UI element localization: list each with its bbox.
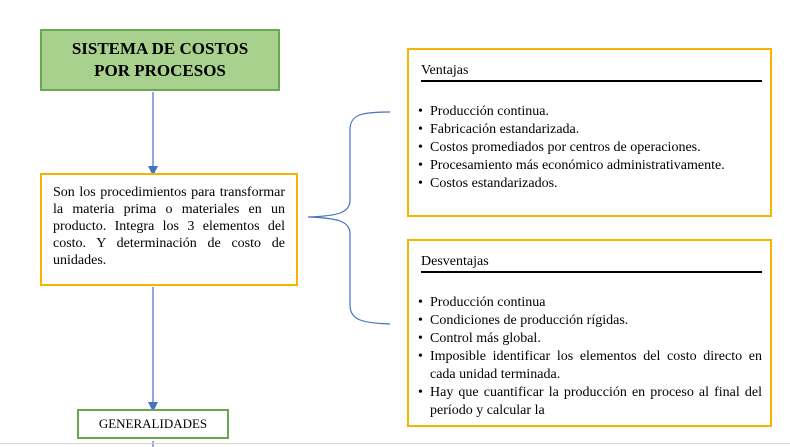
list-item xyxy=(418,294,762,312)
list-item-text: Procesamiento más económico administrativamente. xyxy=(430,158,725,173)
list-item-text: Condiciones de producción rígidas. xyxy=(430,313,629,328)
list-item xyxy=(418,384,762,420)
generalidades-box xyxy=(77,409,229,439)
list-item-text: Costos estandarizados. xyxy=(430,176,558,191)
list-item xyxy=(418,103,762,121)
title-line-2: POR PROCESOS xyxy=(94,61,226,80)
bullet-icon: • xyxy=(418,331,423,346)
list-item-text: Costos promediados por centros de operaciones. xyxy=(430,140,701,155)
definition-box xyxy=(40,173,298,286)
desventajas-list xyxy=(418,294,762,420)
definition-text: Son los procedimientos para transformar la materia prima o materiales en un producto. Integra los 3 elementos del costo. Y determinación de costo de unidades. xyxy=(53,185,285,268)
bullet-icon: • xyxy=(418,158,423,173)
list-item xyxy=(418,348,762,384)
ventajas-heading: Ventajas xyxy=(421,62,762,82)
title-box xyxy=(40,29,280,91)
ventajas-panel xyxy=(407,48,772,217)
generalidades-label: GENERALIDADES xyxy=(98,416,208,431)
bullet-icon: • xyxy=(418,104,423,119)
bullet-icon: • xyxy=(418,349,423,364)
title-line-1: SISTEMA DE COSTOS xyxy=(71,39,249,58)
list-item-text: Imposible identificar los elementos del costo directo en cada unidad terminada. xyxy=(430,349,762,382)
list-item-text: Hay que cuantificar la producción en proceso al final del período y calcular la xyxy=(430,385,762,418)
list-item-text: Producción continua xyxy=(430,295,546,310)
list-item xyxy=(418,139,762,157)
desventajas-panel xyxy=(407,239,772,427)
bullet-icon: • xyxy=(418,313,423,328)
list-item xyxy=(418,157,762,175)
bullet-icon: • xyxy=(418,122,423,137)
bullet-icon: • xyxy=(418,385,423,400)
desventajas-heading: Desventajas xyxy=(421,253,762,273)
list-item-text: Fabricación estandarizada. xyxy=(430,122,580,137)
bullet-icon: • xyxy=(418,295,423,310)
list-item xyxy=(418,175,762,193)
bullet-icon: • xyxy=(418,140,423,155)
ventajas-list xyxy=(418,103,762,193)
curly-brace xyxy=(308,112,390,324)
bullet-icon: • xyxy=(418,176,423,191)
list-item xyxy=(418,312,762,330)
list-item xyxy=(418,121,762,139)
list-item-text: Producción continua. xyxy=(430,104,549,119)
list-item-text: Control más global. xyxy=(430,331,541,346)
page-edge-divider xyxy=(0,443,790,444)
list-item xyxy=(418,330,762,348)
